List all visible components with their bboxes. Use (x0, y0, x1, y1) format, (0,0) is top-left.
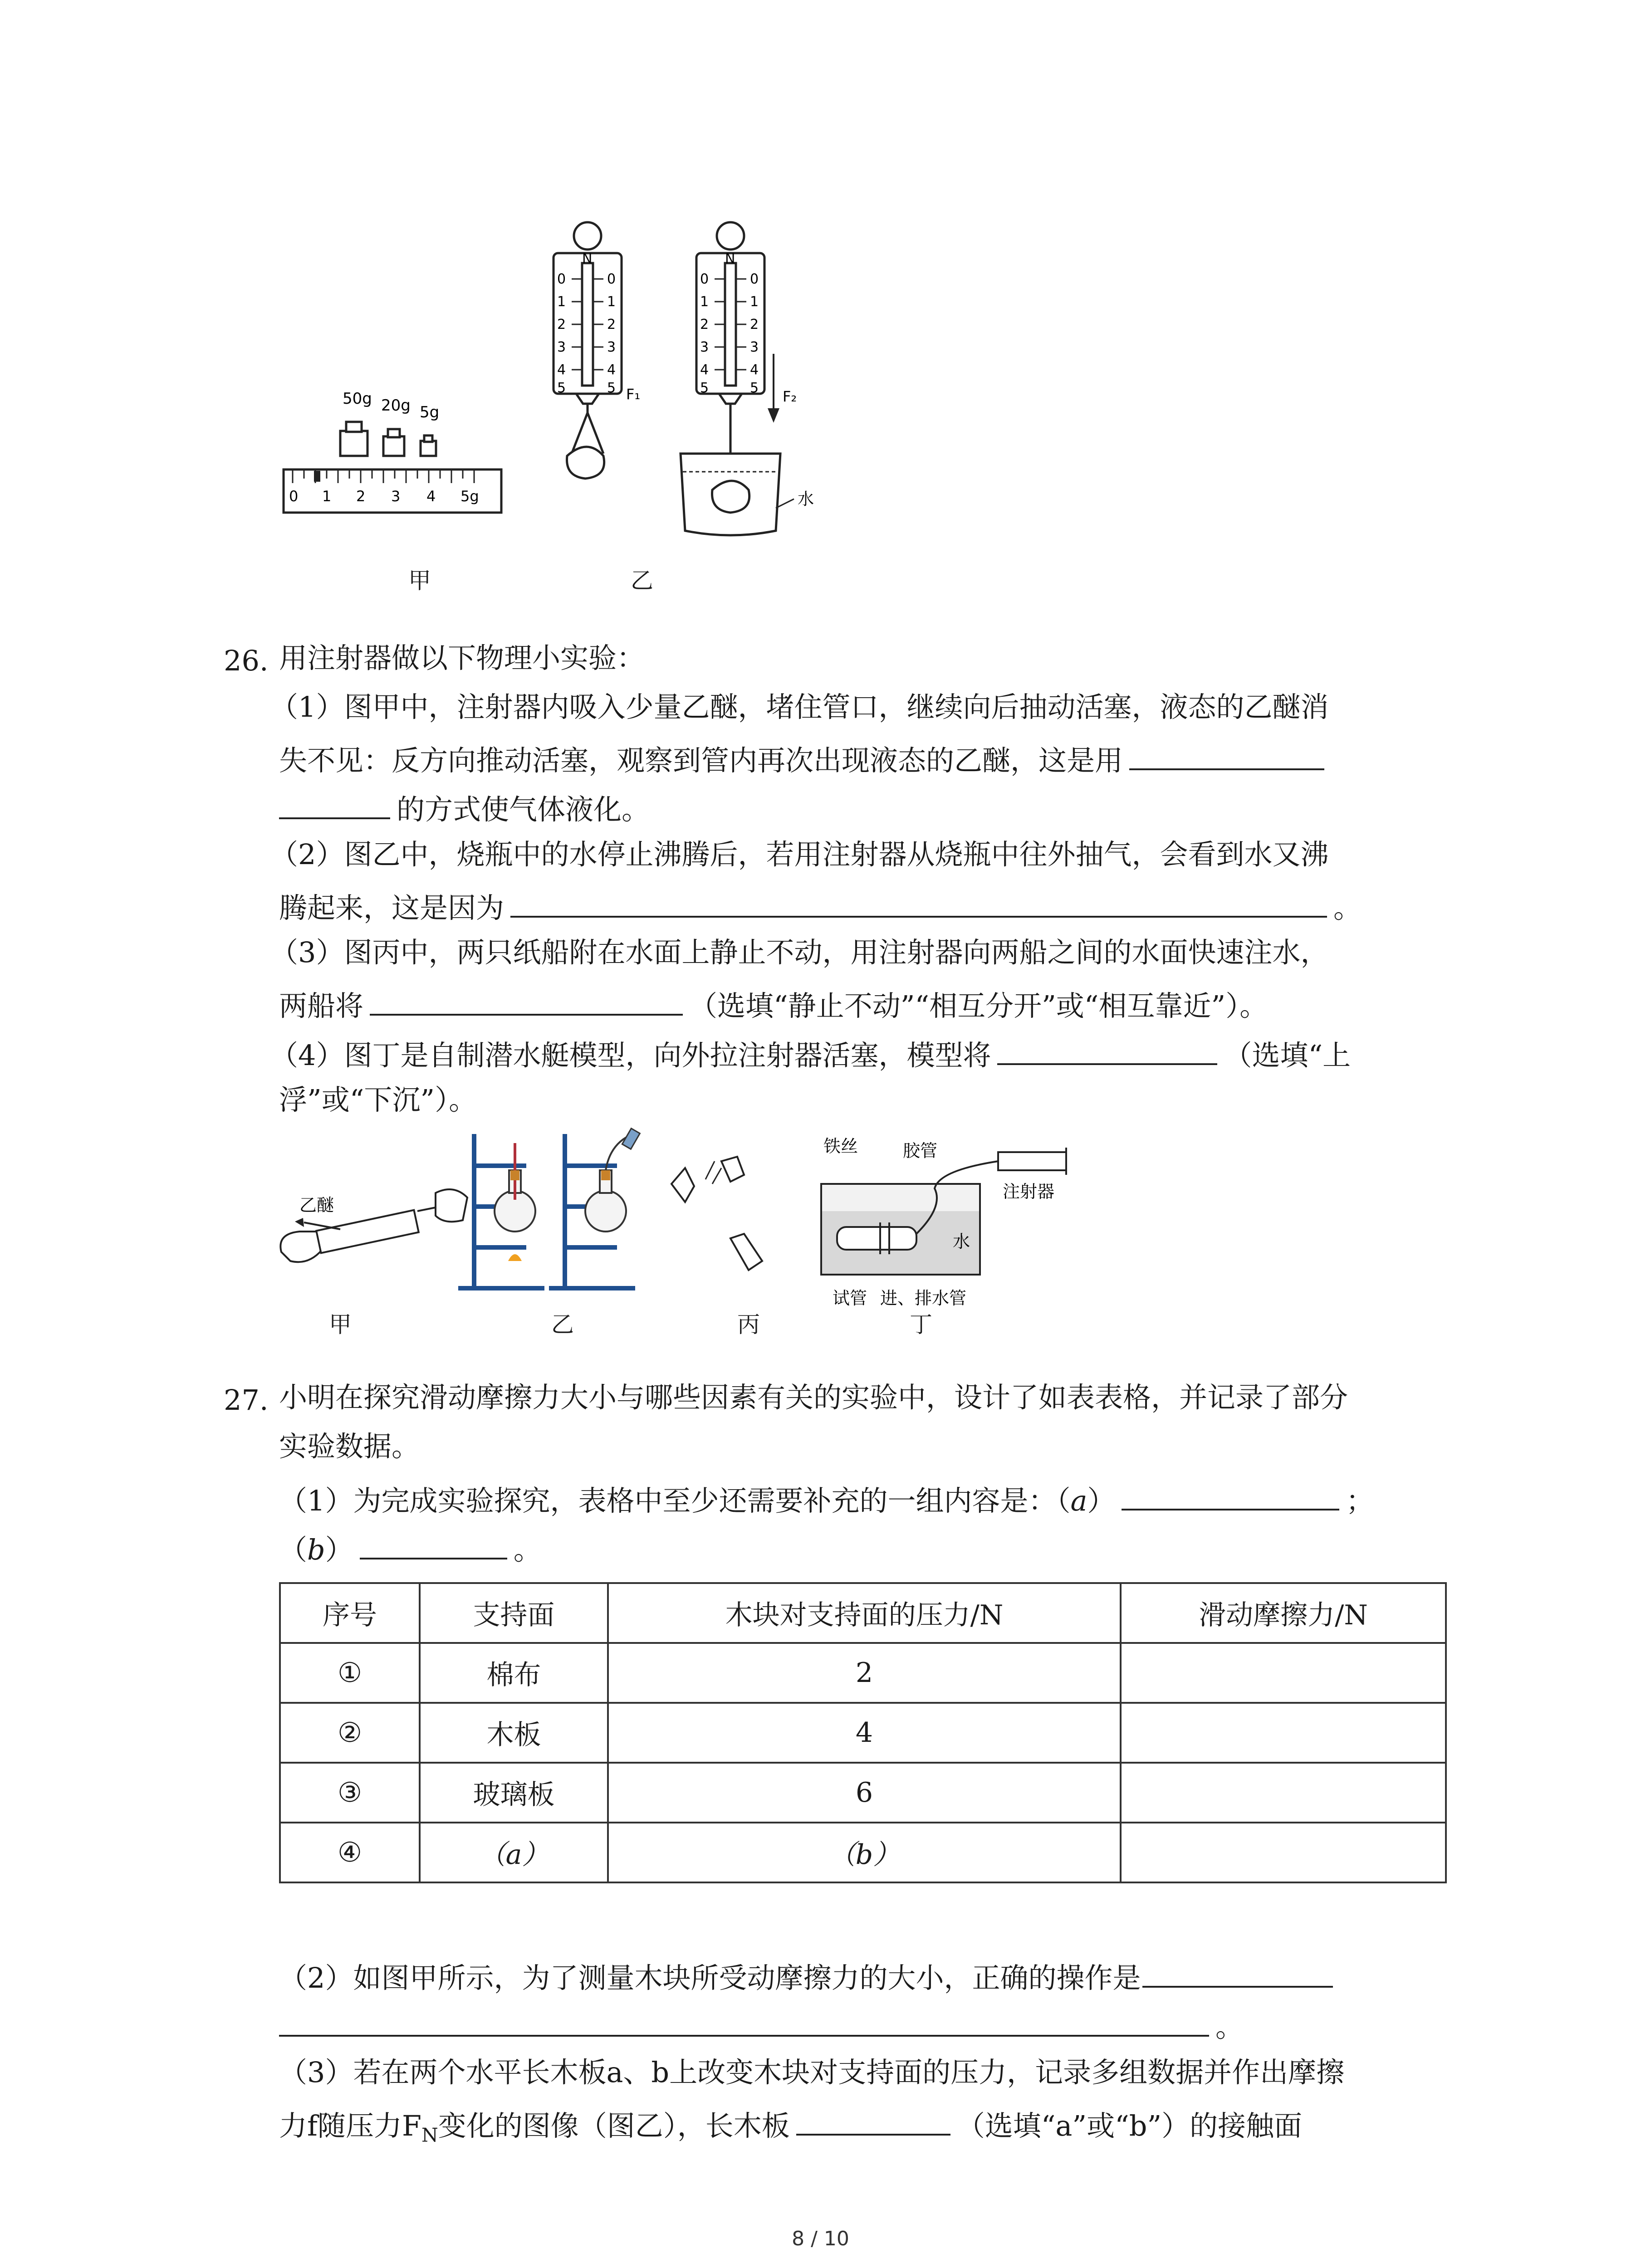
q27-part2-line1: （2）如图甲所示，为了测量木块所受动摩擦力的大小，正确的操作是 (279, 1960, 1339, 1992)
question-27-stem-line2: 实验数据。 (279, 1430, 420, 1463)
weight-5g: 5g (420, 403, 440, 421)
header-surface: 支持面 (420, 1583, 608, 1643)
svg-text:3: 3 (700, 339, 709, 355)
header-pressure: 木块对支持面的压力/N (608, 1583, 1121, 1643)
q26-part3-line1: （3）图丙中，两只纸船附在水面上静止不动，用注射器向两船之间的水面快速注水， (270, 936, 1329, 969)
svg-text:5: 5 (750, 380, 759, 396)
svg-text:4: 4 (750, 362, 759, 378)
figure-q25-drawing (272, 218, 862, 608)
weight-20g: 20g (381, 396, 411, 415)
data-table (279, 1582, 1447, 1883)
friction-cell (1121, 1703, 1446, 1763)
q27-part2-line2: 。 (279, 2009, 1244, 2041)
answer-blank-q27-2[interactable] (1142, 1960, 1333, 1988)
svg-text:1: 1 (700, 294, 709, 310)
label-water: 水 (798, 490, 814, 508)
figure-q26-drawing (272, 1125, 1089, 1334)
q26-part1-line3: 的方式使气体液化。 (279, 791, 650, 824)
svg-text:1: 1 (607, 294, 616, 310)
test-tube (837, 1227, 916, 1250)
table-header-row (280, 1583, 1446, 1643)
svg-text:3: 3 (391, 488, 401, 505)
weights (340, 422, 436, 456)
svg-text:2: 2 (356, 488, 366, 505)
label-drain-pipe: 进、排水管 (880, 1288, 967, 1308)
header-index: 序号 (280, 1583, 420, 1643)
svg-text:5: 5 (557, 380, 566, 396)
question-27-stem-line1: 小明在探究滑动摩擦力大小与哪些因素有关的实验中，设计了如表表格，并记录了部分 (279, 1381, 1348, 1414)
label-ether: 乙醚 (299, 1195, 334, 1215)
q26-part1-line1: （1）图甲中，注射器内吸入少量乙醚，堵住管口，继续向后抽动活塞，液态的乙醚消 (270, 690, 1329, 723)
label-water-ding: 水 (953, 1232, 970, 1251)
table-row: ③ 玻璃板 6 (280, 1763, 1446, 1823)
table-row: ④ （a） （b） (280, 1823, 1446, 1882)
answer-blank-q27-b[interactable] (360, 1531, 507, 1559)
caption-ding-q26: 丁 (910, 1311, 932, 1338)
svg-text:0: 0 (750, 271, 759, 287)
svg-text:4: 4 (607, 362, 616, 378)
rider (314, 471, 320, 482)
scale-2-unit: N (725, 251, 735, 267)
answer-blank-q26-1-cont[interactable] (279, 791, 390, 819)
svg-text:2: 2 (750, 317, 759, 332)
q26-part3-line2: 两船将 （选填“静止不动”“相互分开”或“相互靠近”）。 (279, 987, 1268, 1020)
q26-part2-line1: （2）图乙中，烧瓶中的水停止沸腾后，若用注射器从烧瓶中往外抽气，会看到水又沸 (270, 838, 1329, 871)
svg-text:4: 4 (426, 488, 436, 505)
answer-blank-q26-4[interactable] (997, 1037, 1217, 1065)
spring-scale-2 (681, 222, 780, 535)
page-number: 8 / 10 (792, 2227, 849, 2250)
q27-part1-line1: （1）为完成实验探究，表格中至少还需要补充的一组内容是：（a） ； (279, 1482, 1374, 1515)
svg-text:0: 0 (557, 271, 566, 287)
header-friction: 滑动摩擦力/N (1121, 1583, 1446, 1643)
svg-text:0: 0 (289, 488, 299, 505)
svg-text:1: 1 (750, 294, 759, 310)
syringe-ding (998, 1152, 1066, 1170)
q27-part1-line2: （b） 。 (279, 1531, 542, 1564)
figure-q25 (272, 218, 862, 608)
label-iron-wire: 铁丝 (823, 1136, 858, 1156)
answer-blank-q26-1[interactable] (1129, 742, 1324, 770)
caption-yi-q25: 乙 (631, 567, 653, 594)
caption-jia-q26: 甲 (329, 1311, 352, 1338)
q26-part2-line2: 腾起来，这是因为 。 (279, 890, 1362, 922)
table-row: ① 棉布 2 (280, 1643, 1446, 1703)
answer-blank-q26-2[interactable] (510, 890, 1327, 918)
svg-text:3: 3 (607, 339, 616, 355)
question-27-number: 27. (224, 1383, 269, 1417)
question-26-stem: 用注射器做以下物理小实验： (279, 641, 645, 675)
fig-bing-boats (671, 1157, 762, 1270)
label-test-tube: 试管 (833, 1288, 867, 1308)
svg-text:5g: 5g (460, 488, 479, 505)
answer-blank-q27-a[interactable] (1122, 1482, 1339, 1510)
question-26-number: 26. (224, 644, 269, 677)
svg-text:3: 3 (750, 339, 759, 355)
q27-part3-line1: （3）若在两个水平长木板a、b上改变木块对支持面的压力，记录多组数据并作出摩擦 (279, 2056, 1345, 2089)
force-f1: F₁ (626, 386, 641, 403)
answer-blank-q26-3[interactable] (370, 987, 683, 1016)
answer-blank-q27-2-cont[interactable] (279, 2009, 1209, 2037)
answer-blank-q27-3[interactable] (796, 2107, 950, 2136)
svg-text:1: 1 (557, 294, 566, 310)
force-f2: F₂ (783, 388, 797, 405)
q27-part3-line2: 力f随压力$F_N$变化的图像（图乙），长木板 （选填“a”或“b”）的接触面 (279, 2107, 1302, 2145)
weight-50g: 50g (343, 390, 372, 408)
table-row: ② 木板 4 (280, 1703, 1446, 1763)
friction-cell (1121, 1763, 1446, 1823)
svg-text:4: 4 (700, 362, 709, 378)
figure-q26 (272, 1125, 1089, 1334)
scale-1-unit: N (582, 251, 593, 267)
q26-part4-line1: （4）图丁是自制潜水艇模型，向外拉注射器活塞，模型将 （选填“上 (270, 1037, 1351, 1070)
svg-text:1: 1 (322, 488, 332, 505)
svg-text:2: 2 (700, 317, 709, 332)
caption-yi-q26: 乙 (551, 1311, 574, 1338)
svg-text:4: 4 (557, 362, 566, 378)
svg-text:3: 3 (557, 339, 566, 355)
svg-text:5: 5 (607, 380, 616, 396)
q26-part4-line2: 浮”或“下沉”）。 (279, 1083, 477, 1116)
q26-part1-line2: 失不见：反方向推动活塞，观察到管内再次出现液态的乙醚，这是用 (279, 742, 1331, 775)
svg-text:0: 0 (700, 271, 709, 287)
svg-text:0: 0 (607, 271, 616, 287)
friction-cell (1121, 1643, 1446, 1703)
label-syringe: 注射器 (1003, 1182, 1055, 1202)
svg-text:2: 2 (607, 317, 616, 332)
friction-cell (1121, 1823, 1446, 1882)
caption-bing-q26: 丙 (737, 1311, 760, 1338)
svg-text:2: 2 (557, 317, 566, 332)
label-hose: 胶管 (903, 1141, 938, 1161)
svg-text:5: 5 (700, 380, 709, 396)
caption-jia-q25: 甲 (408, 567, 431, 594)
